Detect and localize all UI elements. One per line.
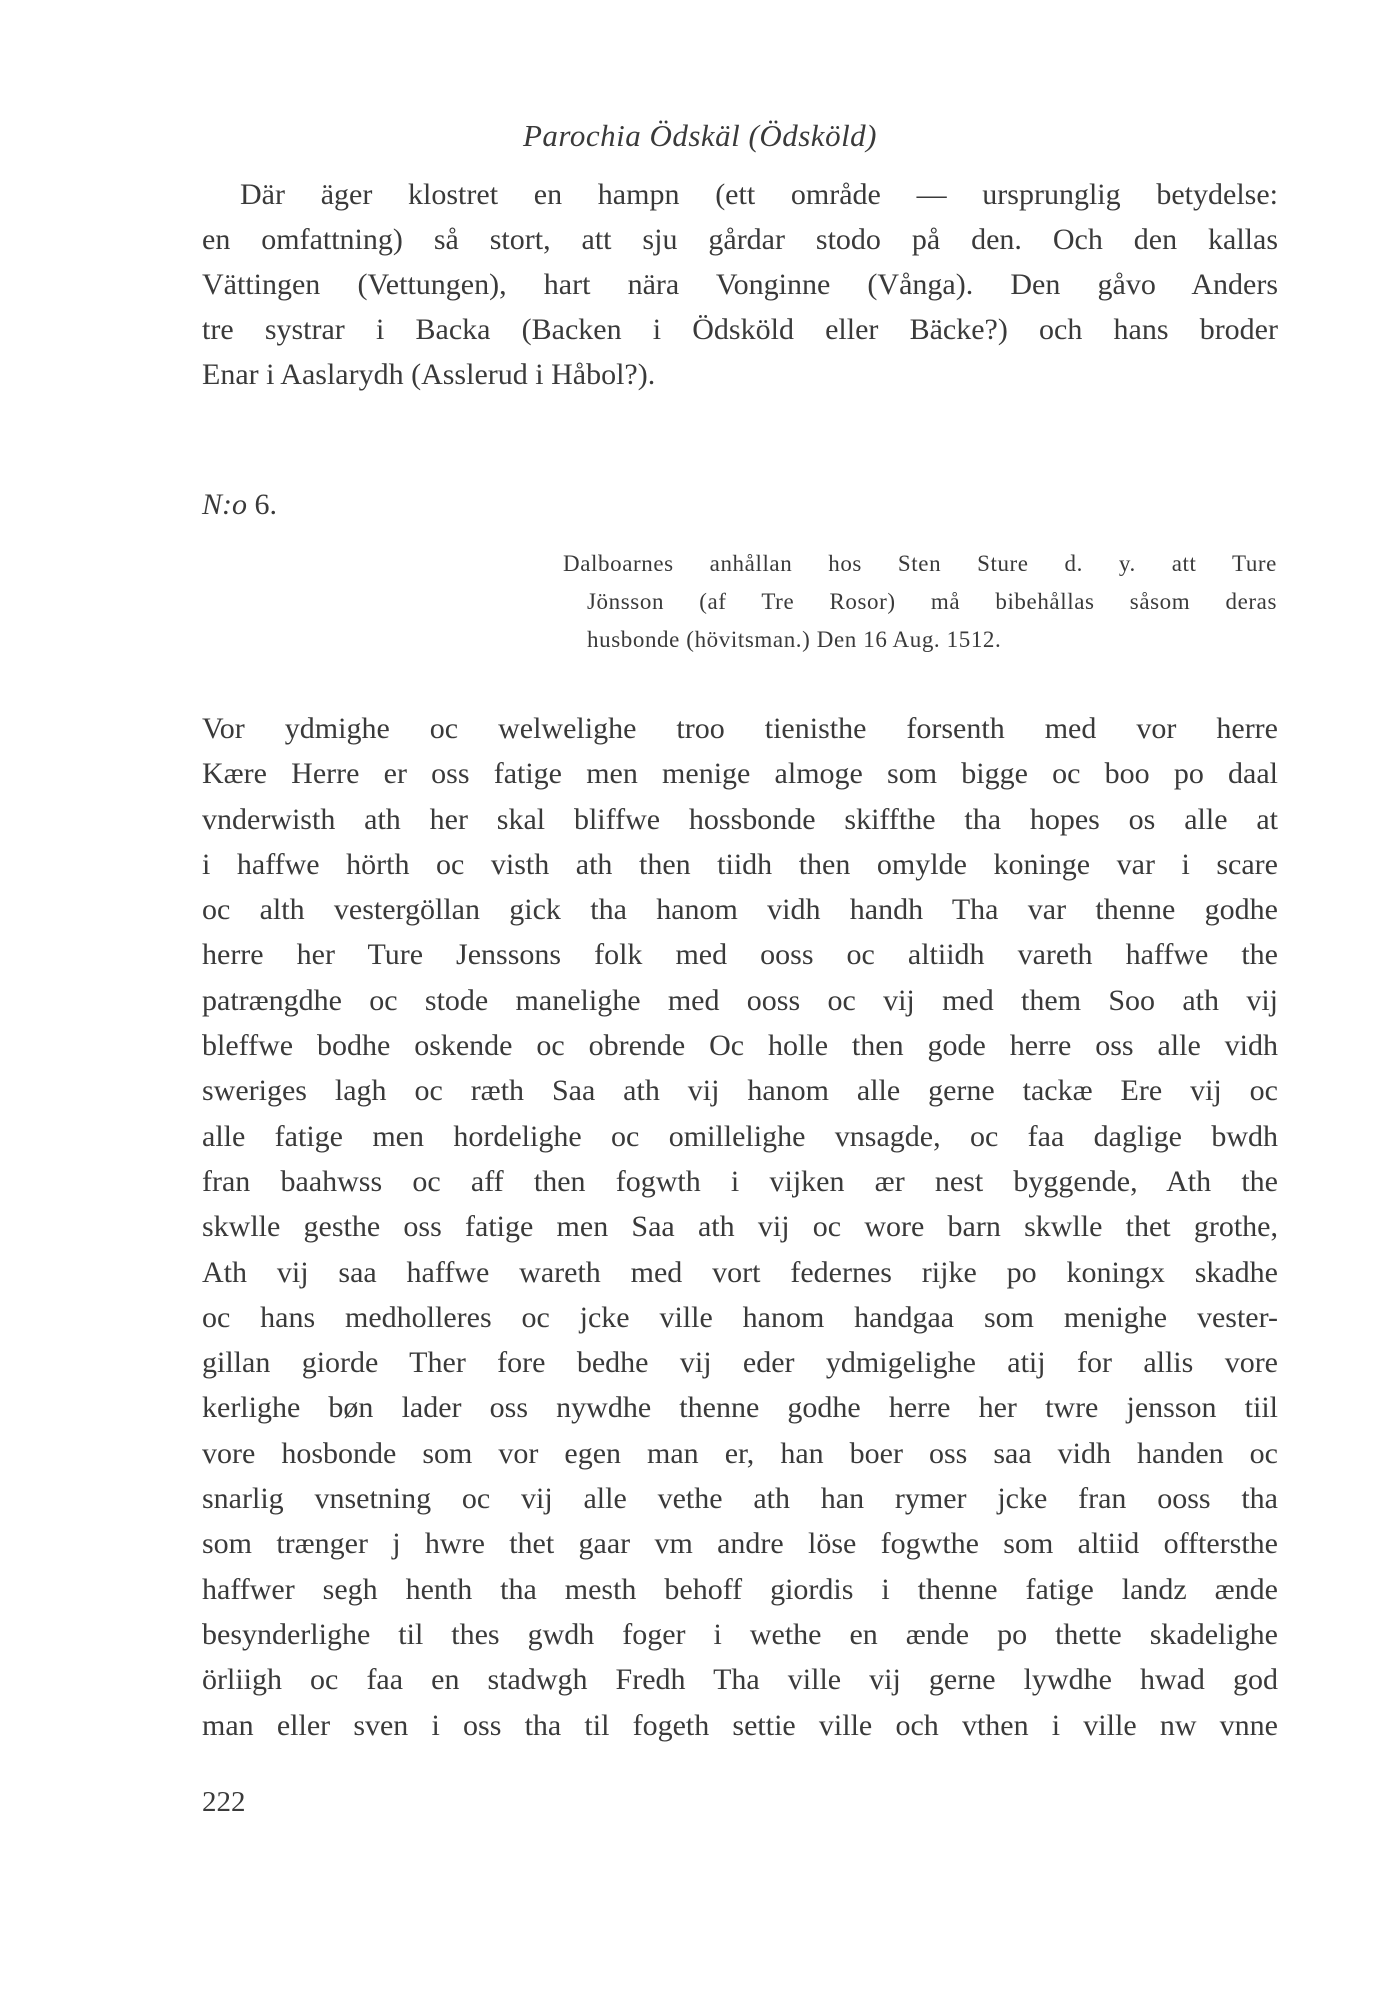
- letter-line: bleffwe bodhe oskende oc obrende Oc holle then gode herre oss alle vidh: [202, 1029, 1278, 1063]
- letter-line: sweriges lagh oc ræth Saa ath vij hanom alle gerne tackæ Ere vij oc: [202, 1074, 1278, 1108]
- letter-line: patrængdhe oc stode manelighe med ooss oc vij med them Soo ath vij: [202, 983, 1278, 1017]
- summary-line: husbonde (hövitsman.) Den 16 Aug. 1512.: [587, 627, 1002, 652]
- letter-line: alle fatige men hordelighe oc omillelighe vnsagde, oc faa daglige bwdh: [202, 1119, 1278, 1153]
- intro-line: en omfattning) så stort, att sju gårdar stodo på den. Och den kallas: [202, 223, 1278, 256]
- letter-line: herre her Ture Jenssons folk med ooss oc altiidh vareth haffwe the: [202, 938, 1278, 972]
- document-summary: [563, 545, 1277, 659]
- intro-line: tre systrar i Backa (Backen i Ödsköld eller Bäcke?) och hans broder: [202, 313, 1278, 346]
- intro-line: Vättingen (Vettungen), hart nära Vonginne (Vånga). Den gåvo Anders: [202, 268, 1278, 301]
- letter-line: örliigh oc faa en stadwgh Fredh Tha ville vij gerne lywdhe hwad god: [202, 1663, 1278, 1697]
- letter-line: man eller sven i oss tha til fogeth settie ville och vthen i ville nw vnne: [202, 1708, 1278, 1742]
- page-number: 222: [202, 1786, 246, 1818]
- letter-line: skwlle gesthe oss fatige men Saa ath vij oc wore barn skwlle thet grothe,: [202, 1210, 1278, 1244]
- letter-line: Ath vij saa haffwe wareth med vort federnes rijke po koningx skadhe: [202, 1255, 1278, 1289]
- letter-line: som trænger j hwre thet gaar vm andre löse fogwthe som altiid offtersthe: [202, 1527, 1278, 1561]
- letter-text: [202, 706, 1278, 1748]
- document-number: [202, 488, 277, 522]
- intro-paragraph: [202, 172, 1278, 397]
- document-number-label: N:o: [202, 488, 247, 521]
- letter-line: Kære Herre er oss fatige men menige almoge som bigge oc boo po daal: [202, 757, 1278, 791]
- letter-line: snarlig vnsetning oc vij alle vethe ath han rymer jcke fran ooss tha: [202, 1482, 1278, 1516]
- letter-line: kerlighe bøn lader oss nywdhe thenne godhe herre her twre jensson tiil: [202, 1391, 1278, 1425]
- intro-line: Enar i Aaslarydh (Asslerud i Håbol?).: [202, 358, 656, 391]
- letter-line: oc alth vestergöllan gick tha hanom vidh handh Tha var thenne godhe: [202, 893, 1278, 927]
- summary-line: Jönsson (af Tre Rosor) må bibehållas såsom deras: [587, 589, 1277, 614]
- section-heading: Parochia Ödskäl (Ödsköld): [522, 118, 877, 153]
- letter-line: oc hans medholleres oc jcke ville hanom handgaa som menighe vester-: [202, 1300, 1278, 1334]
- intro-line: Där äger klostret en hampn (ett område — ursprunglig betydelse:: [240, 178, 1278, 211]
- letter-line: gillan giorde Ther fore bedhe vij eder ydmigelighe atij for allis vore: [202, 1346, 1278, 1380]
- letter-line: vnderwisth ath her skal bliffwe hossbonde skiffthe tha hopes os alle at: [202, 802, 1278, 836]
- summary-line: Dalboarnes anhållan hos Sten Sture d. y. att Ture: [563, 551, 1277, 576]
- letter-line: fran baahwss oc aff then fogwth i vijken ær nest byggende, Ath the: [202, 1164, 1278, 1198]
- letter-line: i haffwe hörth oc visth ath then tiidh then omylde koninge var i scare: [202, 847, 1278, 881]
- letter-line: Vor ydmighe oc welwelighe troo tienisthe forsenth med vor herre: [202, 712, 1278, 745]
- letter-line: besynderlighe til thes gwdh foger i wethe en ænde po thette skadelighe: [202, 1617, 1278, 1651]
- document-number-value: 6.: [254, 488, 277, 521]
- letter-line: haffwer segh henth tha mesth behoff giordis i thenne fatige landz ænde: [202, 1572, 1278, 1606]
- letter-line: vore hosbonde som vor egen man er, han boer oss saa vidh handen oc: [202, 1436, 1278, 1470]
